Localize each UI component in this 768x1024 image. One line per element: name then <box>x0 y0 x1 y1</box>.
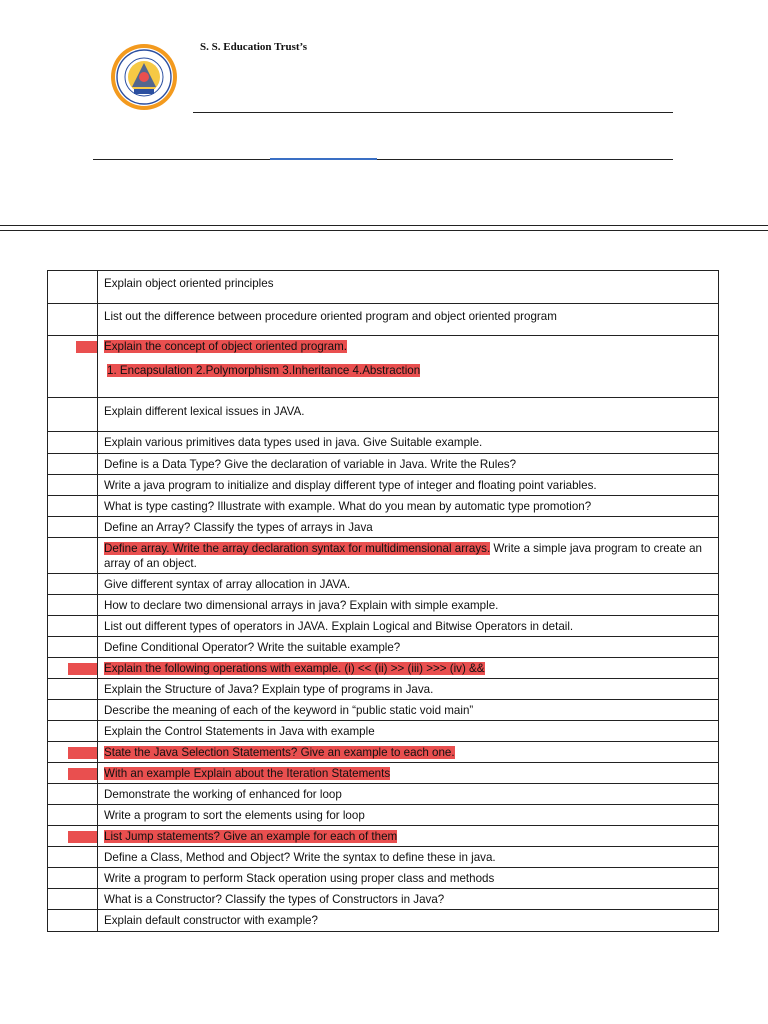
question-number-cell <box>48 398 98 432</box>
table-row <box>48 496 719 517</box>
table-row <box>48 742 719 763</box>
question-text-cell <box>98 304 719 336</box>
question-text-cell <box>98 398 719 432</box>
question-table <box>47 270 719 932</box>
question-text-cell <box>98 574 719 595</box>
table-row <box>48 304 719 336</box>
question-number-cell <box>48 868 98 889</box>
table-row <box>48 784 719 805</box>
question-text: Define an Array? Classify the types of arrays in Java <box>104 521 373 534</box>
table-row <box>48 868 719 889</box>
table-row <box>48 616 719 637</box>
question-text: Explain default constructor with example? <box>104 914 318 927</box>
question-number-cell <box>48 679 98 700</box>
question-subtopics <box>104 363 712 378</box>
question-text: Explain the Structure of Java? Explain type of programs in Java. <box>104 683 434 696</box>
question-text: Give different syntax of array allocation in JAVA. <box>104 578 351 591</box>
highlight-marker <box>76 341 97 353</box>
table-row <box>48 637 719 658</box>
question-text-cell <box>98 721 719 742</box>
table-row <box>48 538 719 574</box>
table-row <box>48 432 719 454</box>
question-text: Explain the following operations with example. (i) << (ii) >> (iii) >>> (iv) && <box>104 662 485 675</box>
question-number-cell <box>48 432 98 454</box>
question-number-cell <box>48 700 98 721</box>
question-text: Demonstrate the working of enhanced for loop <box>104 788 342 801</box>
question-number-cell <box>48 574 98 595</box>
page-divider-bottom <box>0 230 768 231</box>
question-number-cell <box>48 721 98 742</box>
table-row <box>48 763 719 784</box>
question-text: Describe the meaning of each of the keyword in “public static void main” <box>104 704 474 717</box>
question-number-cell <box>48 742 98 763</box>
question-text-cell <box>98 475 719 496</box>
question-number-cell <box>48 784 98 805</box>
question-text: List out different types of operators in JAVA. Explain Logical and Bitwise Operators in detail. <box>104 620 574 633</box>
question-text-cell <box>98 637 719 658</box>
question-text-cell <box>98 784 719 805</box>
table-row <box>48 271 719 304</box>
table-row <box>48 805 719 826</box>
question-number-cell <box>48 805 98 826</box>
question-text: How to declare two dimensional arrays in java? Explain with simple example. <box>104 599 499 612</box>
question-text: What is type casting? Illustrate with example. What do you mean by automatic type promotion? <box>104 500 592 513</box>
question-text: List Jump statements? Give an example for each of them <box>104 830 398 843</box>
question-number-cell <box>48 847 98 868</box>
question-text: Explain various primitives data types used in java. Give Suitable example. <box>104 436 483 449</box>
question-number-cell <box>48 658 98 679</box>
question-text: Explain the Control Statements in Java with example <box>104 725 375 738</box>
trust-name: S. S. Education Trust’s <box>200 41 308 53</box>
table-row <box>48 398 719 432</box>
highlight-marker <box>68 768 97 780</box>
question-text-cell <box>98 658 719 679</box>
table-row <box>48 910 719 932</box>
highlight-marker <box>68 747 97 759</box>
table-row <box>48 475 719 496</box>
question-number-cell <box>48 475 98 496</box>
table-row <box>48 826 719 847</box>
question-text: With an example Explain about the Iteration Statements <box>104 767 391 780</box>
question-text: List out the difference between procedure oriented program and object oriented program <box>104 310 557 323</box>
question-text-cell <box>98 616 719 637</box>
question-text-cell <box>98 271 719 304</box>
question-text-cell <box>98 805 719 826</box>
question-number-cell <box>48 637 98 658</box>
link-underline <box>270 158 377 160</box>
table-row <box>48 454 719 475</box>
question-text-cell <box>98 700 719 721</box>
question-text-cell <box>98 517 719 538</box>
question-text-cell <box>98 679 719 700</box>
question-text: Write a java program to initialize and display different type of integer and floating point variables. <box>104 479 597 492</box>
question-text-continued: Write a simple java program to create an array of an object. <box>104 542 702 570</box>
question-number-cell <box>48 517 98 538</box>
table-row <box>48 517 719 538</box>
table-row <box>48 700 719 721</box>
question-text: Write a program to perform Stack operation using proper class and methods <box>104 872 495 885</box>
question-number-cell <box>48 910 98 932</box>
question-number-cell <box>48 271 98 304</box>
question-text-cell <box>98 868 719 889</box>
header-rule-1 <box>193 112 673 113</box>
question-text: Explain object oriented principles <box>104 277 274 290</box>
table-row <box>48 889 719 910</box>
question-number-cell <box>48 496 98 517</box>
question-number-cell <box>48 454 98 475</box>
question-text-cell <box>98 538 719 574</box>
institute-seal-icon <box>110 43 178 111</box>
question-text-cell <box>98 432 719 454</box>
question-text-cell <box>98 496 719 517</box>
question-text-cell <box>98 595 719 616</box>
question-text-cell <box>98 763 719 784</box>
question-text-cell <box>98 826 719 847</box>
question-text: Define array. Write the array declaration syntax for multidimensional arrays. <box>104 542 491 555</box>
table-row <box>48 847 719 868</box>
highlight-marker <box>68 831 97 843</box>
question-number-cell <box>48 595 98 616</box>
question-subtopics-text: 1. Encapsulation 2.Polymorphism 3.Inheritance 4.Abstraction <box>107 364 421 377</box>
question-text: What is a Constructor? Classify the types of Constructors in Java? <box>104 893 445 906</box>
question-text-cell <box>98 742 719 763</box>
table-row <box>48 336 719 398</box>
question-number-cell <box>48 763 98 784</box>
question-text-cell <box>98 336 719 398</box>
question-text-cell <box>98 910 719 932</box>
question-number-cell <box>48 616 98 637</box>
question-number-cell <box>48 304 98 336</box>
question-text: Define a Class, Method and Object? Write the syntax to define these in java. <box>104 851 496 864</box>
table-row <box>48 679 719 700</box>
question-text: Define is a Data Type? Give the declaration of variable in Java. Write the Rules? <box>104 458 517 471</box>
question-text: State the Java Selection Statements? Give an example to each one. <box>104 746 455 759</box>
question-text: Write a program to sort the elements using for loop <box>104 809 365 822</box>
highlight-marker <box>68 663 97 675</box>
question-text: Explain the concept of object oriented program. <box>104 340 347 353</box>
question-text-cell <box>98 847 719 868</box>
question-text-cell <box>98 889 719 910</box>
table-row <box>48 658 719 679</box>
question-number-cell <box>48 889 98 910</box>
header-rule-2 <box>93 159 673 160</box>
question-text: Explain different lexical issues in JAVA. <box>104 405 305 418</box>
table-row <box>48 574 719 595</box>
question-text: Define Conditional Operator? Write the suitable example? <box>104 641 401 654</box>
page-divider-top <box>0 225 768 226</box>
question-number-cell <box>48 826 98 847</box>
question-number-cell <box>48 336 98 398</box>
table-row <box>48 595 719 616</box>
question-number-cell <box>48 538 98 574</box>
table-row <box>48 721 719 742</box>
question-text-cell <box>98 454 719 475</box>
